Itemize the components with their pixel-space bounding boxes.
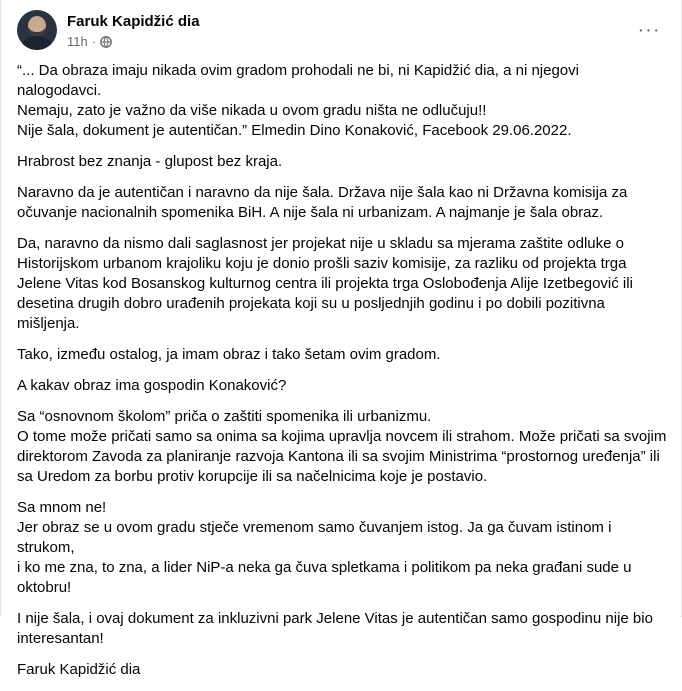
post-paragraph: [17, 498, 667, 598]
post-paragraph: [17, 376, 667, 396]
author-name[interactable]: Faruk Kapidžić dia: [67, 13, 200, 30]
post-text-line: Da, naravno da nismo dali saglasnost jer projekat nije u skladu sa mjerama zaštite odluke o: [17, 235, 624, 252]
post-text-line: Hrabrost bez znanja - glupost bez kraja.: [17, 153, 283, 170]
post-text-line: Faruk Kapidžić dia: [17, 661, 141, 678]
post-paragraph: [17, 61, 667, 141]
post-paragraph: [17, 609, 667, 649]
post-text: [17, 61, 667, 691]
post-text-line: O tome može pričati samo sa onima sa kojima upravlja novcem ili strahom. Može pričati sa svojim: [17, 428, 667, 445]
globe-icon[interactable]: [100, 36, 112, 48]
post-text-line: i ko me zna, to zna, a lider NiP-a neka ga čuva spletkama i politikom pa neka građani sude u: [17, 559, 632, 576]
post-paragraph: [17, 660, 667, 680]
post-text-line: Tako, između ostalog, ja imam obraz i tako šetam ovim gradom.: [17, 346, 441, 363]
post-text-line: I nije šala, i ovaj dokument za inkluzivni park Jelene Vitas je autentičan samo gospodinu nije bio: [17, 610, 653, 627]
post-paragraph: [17, 234, 667, 334]
post-text-line: Historijskom urbanom krajoliku koju je donio prošli saziv komisije, za razliku od projekta trga: [17, 255, 627, 272]
post-text-line: oktobru!: [17, 579, 72, 596]
post-text-line: A kakav obraz ima gospodin Konaković?: [17, 377, 287, 394]
post-text-line: sa Uredom za borbu protiv korupcije ili sa načelnicima koje je postavio.: [17, 468, 488, 485]
post-paragraph: [17, 407, 667, 487]
post-text-line: mišljenja.: [17, 315, 80, 332]
post-text-line: Sa “osnovnom školom” priča o zaštiti spomenika ili urbanizmu.: [17, 408, 432, 425]
post-text-line: direktorom Zavoda za planiranje razvoja Kantona ili sa svojim Ministrima “prostornog uređenja” ili: [17, 448, 660, 465]
post-text-line: Nije šala, dokument je autentičan.” Elmedin Dino Konaković, Facebook 29.06.2022.: [17, 122, 572, 139]
post-text-line: Jer obraz se u ovom gradu stječe vremenom samo čuvanjem istog. Ja ga čuvam istinom i strukom,: [17, 519, 612, 556]
author-avatar[interactable]: [17, 10, 57, 50]
post-text-line: očuvanje nacionalnih spomenika BiH. A nije šala ni urbanizam. A najmanje je šala obraz.: [17, 204, 604, 221]
more-options-icon[interactable]: ···: [637, 19, 661, 41]
post-text-line: Jelene Vitas kod Bosanskog kulturnog centra ili projekta trga Oslobođenja Alije Izetbegović ili: [17, 275, 633, 292]
post-text-line: desetina drugih dobro urađenih projekata koji su u posljednjih godinu i po dobili pozitivna: [17, 295, 605, 312]
post-text-line: Nemaju, zato je važno da više nikada u ovom gradu ništa ne odlučuju!!: [17, 102, 487, 119]
post-text-line: “... Da obraza imaju nikada ovim gradom prohodali ne bi, ni Kapidžić dia, a ni njegovi nalogodavci.: [17, 62, 579, 99]
post-meta: [67, 34, 112, 49]
post-paragraph: [17, 183, 667, 223]
post-text-line: interesantan!: [17, 630, 104, 647]
post-header: [17, 10, 665, 54]
post-text-line: Sa mnom ne!: [17, 499, 107, 516]
post-paragraph: [17, 152, 667, 172]
post-text-line: Naravno da je autentičan i naravno da nije šala. Država nije šala kao ni Državna komisija za: [17, 184, 628, 201]
post-timestamp[interactable]: 11h: [67, 34, 88, 49]
post-paragraph: [17, 345, 667, 365]
meta-separator: ·: [91, 34, 97, 49]
